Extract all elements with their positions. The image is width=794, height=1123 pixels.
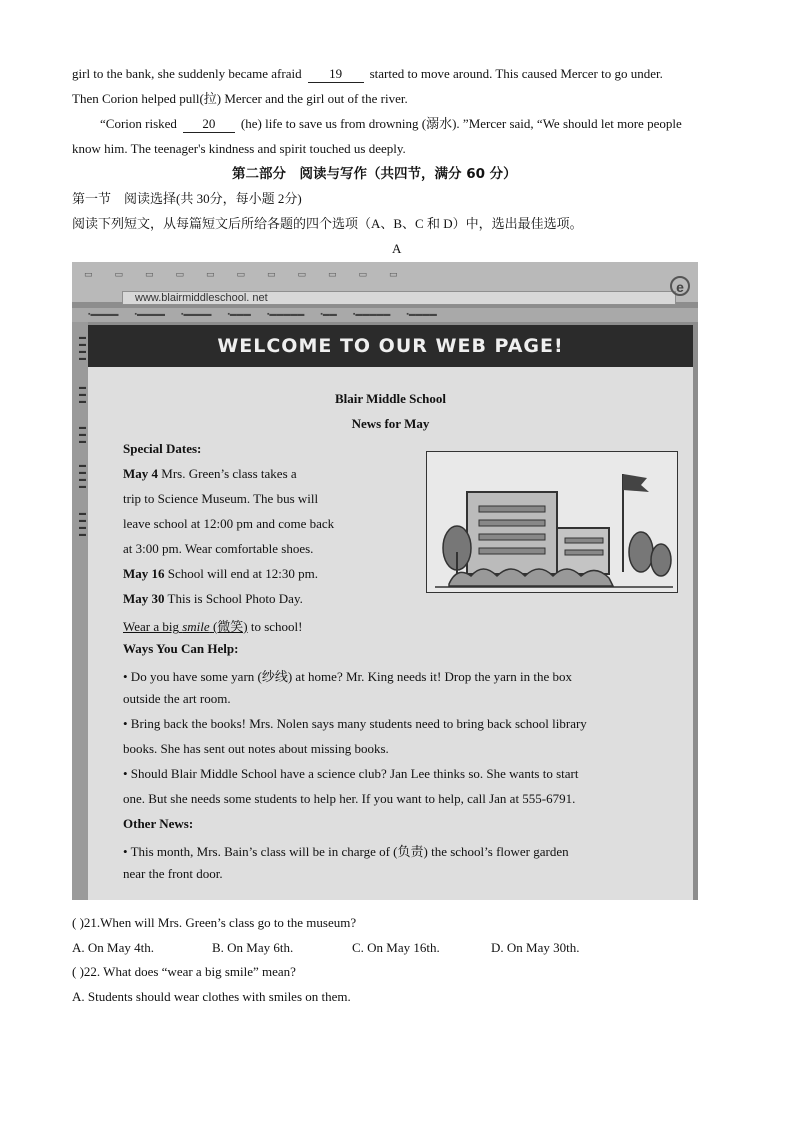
sidebar-tab-icon: ▬▬▬▬: [79, 334, 86, 362]
q21-option-b: B. On May 6th.: [212, 940, 294, 955]
help-item-line: outside the art room.: [123, 691, 231, 706]
may30-line: May 30 This is School Photo Day.: [123, 591, 303, 606]
ways-heading: Ways You Can Help:: [123, 641, 239, 656]
news-title: News for May: [351, 416, 430, 431]
question-22: ( )22. What does “wear a big smile” mean?: [72, 964, 296, 979]
passage-line: know him. The teenager's kindness and spirit touched us deeply.: [72, 141, 406, 156]
webpage-screenshot: [72, 262, 698, 900]
q22-option-a: A. Students should wear clothes with smiles on them.: [72, 989, 351, 1004]
sidebar-tab-icon: ▬▬▬▬: [79, 510, 86, 538]
q21-option-a: A. On May 4th.: [72, 940, 154, 955]
other-news-heading: Other News:: [123, 816, 194, 831]
browser-toolbar: [72, 262, 698, 302]
passage-label: A: [392, 241, 402, 256]
favorites-bar: ▪▬▬▬▬ ▪▬▬▬▬ ▪▬▬▬▬ ▪▬▬▬ ▪▬▬▬▬▬ ▪▬▬ ▪▬▬▬▬▬ ▪▬▬▬▬: [72, 308, 698, 322]
address-bar: www.blairmiddleschool. net: [122, 291, 676, 305]
help-item-line: books. She has sent out notes about missing books.: [123, 741, 389, 756]
other-news-line: • This month, Mrs. Bain’s class will be in charge of (负责) the school’s flower garden: [123, 844, 569, 859]
browser-logo-icon: e: [670, 276, 690, 296]
blank-20: 20: [183, 116, 235, 133]
webpage-content: [88, 367, 693, 900]
passage-line: Then Corion helped pull(拉) Mercer and the girl out of the river.: [72, 91, 408, 106]
welcome-banner: [88, 325, 693, 367]
school-name: Blair Middle School: [335, 391, 446, 406]
special-dates-heading: Special Dates:: [123, 441, 202, 456]
help-item-line: • Should Blair Middle School have a science club? Jan Lee thinks so. She wants to start: [123, 766, 579, 781]
banner-title: WELCOME TO OUR WEB PAGE!: [217, 335, 564, 357]
section-subtitle: 第一节 阅读选择(共 30分，每小题 2分): [72, 191, 302, 206]
may4-line: trip to Science Museum. The bus will: [123, 491, 319, 506]
passage-line: girl to the bank, she suddenly became afraid 19 started to move around. This caused Mercer to go under.: [72, 66, 663, 81]
passage-line: “Corion risked 20 (he) life to save us from drowning (溺水). ”Mercer said, “We should let more people: [100, 116, 682, 131]
section-instruction: 阅读下列短文，从每篇短文后所给各题的四个选项（A、B、C 和 D）中，选出最佳选项。: [72, 216, 583, 231]
help-item-line: one. But she needs some students to help her. If you want to help, call Jan at 555-6791.: [123, 791, 576, 806]
sidebar-tab-icon: ▬▬▬: [79, 424, 86, 445]
section-title: 第二部分 阅读与写作（共四节，满分 60 分）: [232, 166, 517, 182]
help-item-line: • Do you have some yarn (纱线) at home? Mr. King needs it! Drop the yarn in the box: [123, 669, 572, 684]
blank-19: 19: [308, 66, 364, 83]
may4-line: leave school at 12:00 pm and come back: [123, 516, 335, 531]
may16-line: May 16 School will end at 12:30 pm.: [123, 566, 318, 581]
school-building-icon: [427, 452, 677, 592]
smile-line: Wear a big smile (微笑) to school!: [123, 619, 303, 634]
school-illustration: [426, 451, 678, 593]
help-item-line: • Bring back the books! Mrs. Nolen says many students need to bring back school library: [123, 716, 587, 731]
sidebar-tab-icon: ▬▬▬: [79, 384, 86, 405]
toolbar-buttons: ▭▭▭▭▭▭▭▭▭▭▭: [84, 270, 420, 280]
may4-line: at 3:00 pm. Wear comfortable shoes.: [123, 541, 314, 556]
browser-sidebar: [72, 322, 88, 900]
other-news-line: near the front door.: [123, 866, 223, 881]
q21-option-d: D. On May 30th.: [491, 940, 580, 955]
q21-option-c: C. On May 16th.: [352, 940, 440, 955]
question-21: ( )21.When will Mrs. Green’s class go to the museum?: [72, 915, 357, 930]
sidebar-tab-icon: ▬▬▬▬: [79, 462, 86, 490]
may4-line: May 4 Mrs. Green’s class takes a: [123, 466, 297, 481]
